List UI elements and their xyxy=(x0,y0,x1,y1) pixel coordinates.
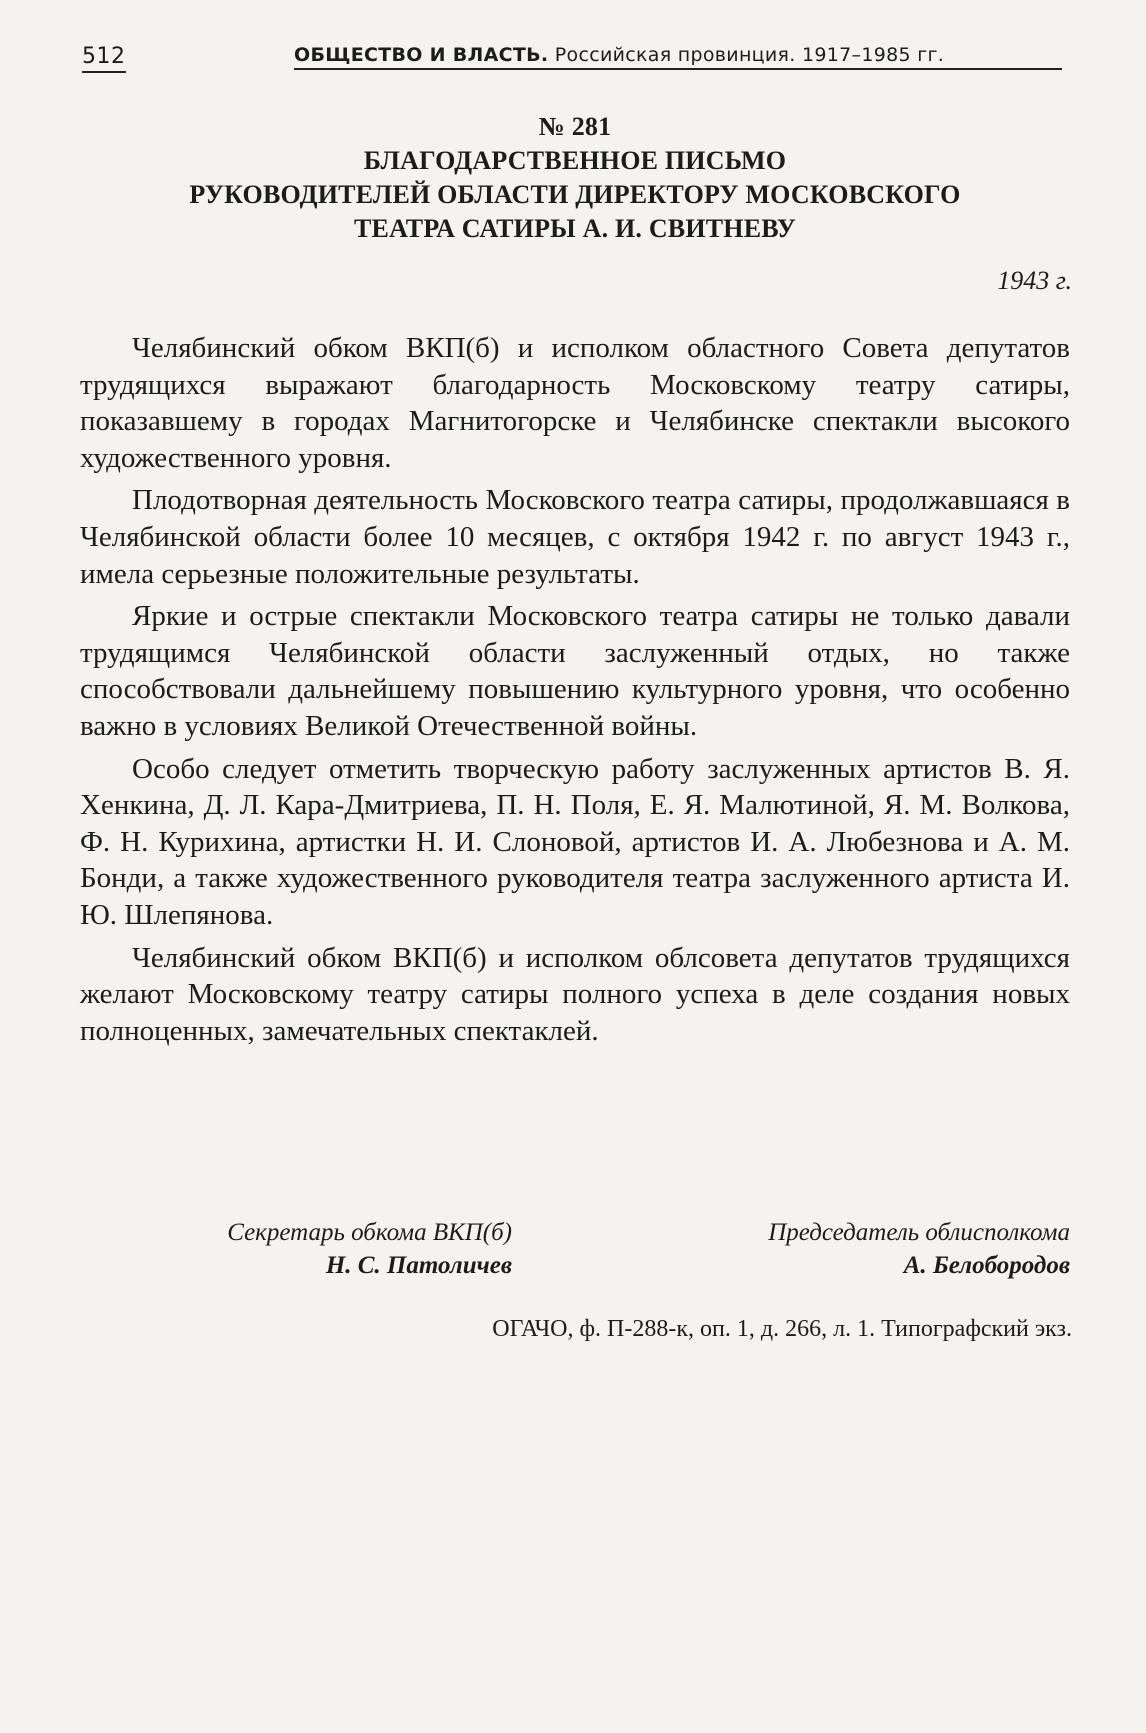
signatures-block xyxy=(80,1216,1070,1296)
body-paragraph-5: Челябинский обком ВКП(б) и исполком облсовета депутатов трудящихся желают Московскому театру сатиры полного успеха в деле создания новых полноценных, замечательных спектаклей. xyxy=(80,941,1070,1047)
page-number: 512 xyxy=(82,44,126,73)
body-paragraph-3: Яркие и острые спектакли Московского театра сатиры не только давали трудящимся Челябинской области заслуженный отдых, но также способствовали дальнейшему повышению культурного уровня, что особенно важно в условиях Великой Отечественной войны. xyxy=(80,600,1070,742)
body-paragraph-2: Плодотворная деятельность Московского театра сатиры, продолжавшаяся в Челябинской области более 10 месяцев, с октября 1942 г. по август 1943 г., имела серьезные положительные результаты. xyxy=(80,484,1070,590)
running-header xyxy=(82,36,1062,76)
body-paragraph-1: Челябинский обком ВКП(б) и исполком областного Совета депутатов трудящихся выражают благодарность Московскому театру сатиры, показавшему в городах Магнитогорске и Челябинске спектакли высокого художественного уровня. xyxy=(80,332,1070,474)
document-title-line-1: БЛАГОДАРСТВЕННОЕ ПИСЬМО xyxy=(363,146,787,175)
document-date: 1943 г. xyxy=(997,266,1072,295)
signature-secretary xyxy=(227,1216,512,1282)
signature-secretary-role: Секретарь обкома ВКП(б) xyxy=(227,1219,512,1246)
running-title xyxy=(294,44,1062,70)
body-paragraph-4: Особо следует отметить творческую работу заслуженных артистов В. Я. Хенкина, Д. Л. Кара-Дмитриева, П. Н. Поля, Е. Я. Малютиной, Я. М. Волкова, Ф. Н. Курихина, артистки Н. И. Слоновой, артистов И. А. Любезнова и А. М. Бонди, а также художественного руководителя театра заслуженного артиста И. Ю. Шлепянова. xyxy=(80,752,1070,931)
signature-chairman-name: А. Белобородов xyxy=(903,1252,1070,1279)
signature-chairman-role: Председатель облисполкома xyxy=(768,1219,1070,1246)
running-title-lead: ОБЩЕСТВО И ВЛАСТЬ. xyxy=(294,44,549,66)
document-heading xyxy=(80,110,1070,246)
document-title-line-2: РУКОВОДИТЕЛЕЙ ОБЛАСТИ ДИРЕКТОРУ МОСКОВСКОГО xyxy=(189,180,961,209)
running-title-rest: Российская провинция. 1917–1985 гг. xyxy=(548,44,945,66)
document-number: № 281 xyxy=(538,112,612,141)
document-body xyxy=(80,330,1070,1055)
signature-secretary-name: Н. С. Патоличев xyxy=(325,1252,512,1279)
document-title-line-3: ТЕАТРА САТИРЫ А. И. СВИТНЕВУ xyxy=(354,214,796,243)
archive-reference: ОГАЧО, ф. П-288-к, оп. 1, д. 266, л. 1. Типографский экз. xyxy=(492,1316,1072,1342)
signature-chairman xyxy=(768,1216,1070,1282)
